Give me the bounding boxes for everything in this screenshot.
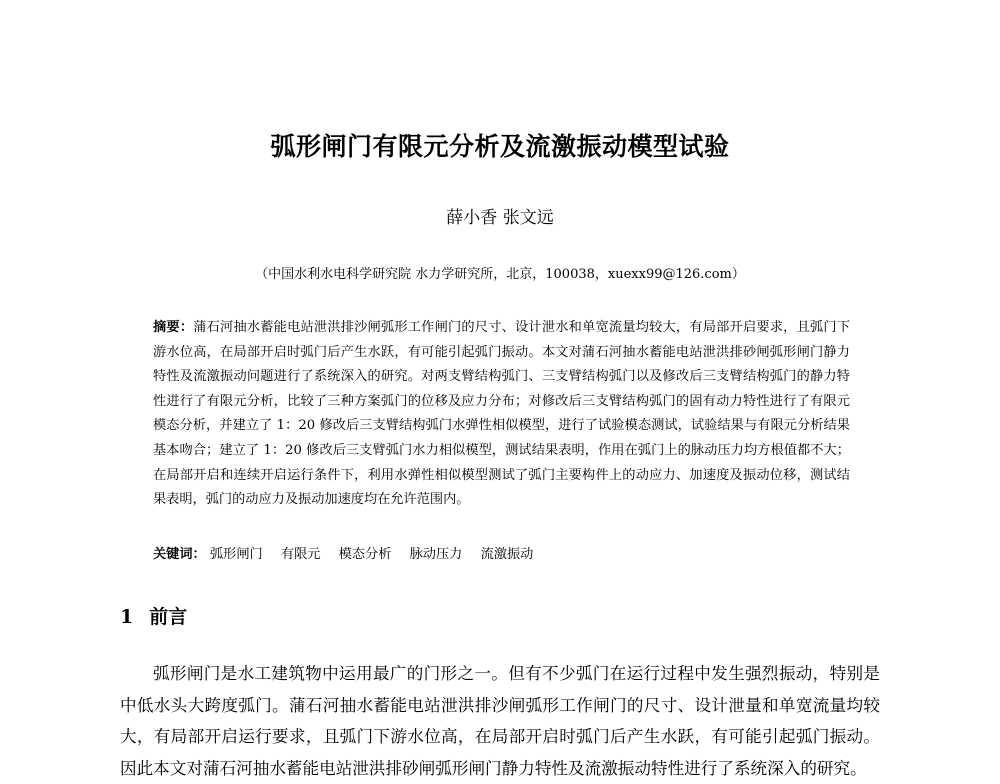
- authors: 薛小香 张文远: [446, 208, 554, 228]
- keywords: [153, 544, 850, 566]
- body-paragraph: 弧形闸门是水工建筑物中运用最广的门形之一。但有不少弧门在运行过程中发生强烈振动，特别是中低水头大跨度弧门。蒲石河抽水蓄能电站泄洪排沙闸弧形工作闸门的尺寸、设计泄量和单宽流量均较大，有局部开启运行要求，且弧门下游水位高，在局部开启时弧门后产生水跃，有可能引起弧门振动。因此本文对蒲石河抽水蓄能电站泄洪排砂闸弧形闸门静力特性及流激振动特性进行了系统深入的研究。: [120, 664, 880, 778]
- section-number: 1: [120, 606, 134, 628]
- section-heading: [120, 602, 187, 629]
- abstract: [153, 316, 850, 513]
- keywords-label: 关键词：: [153, 547, 206, 562]
- paper-title: 弧形闸门有限元分析及流激振动模型试验: [270, 132, 730, 161]
- abstract-text: 蒲石河抽水蓄能电站泄洪排沙闸弧形工作闸门的尺寸、设计泄水和单宽流量均较大，有局部开启要求，且弧门下游水位高，在局部开启时弧门后产生水跃，有可能引起弧门振动。本文对蒲石河抽水蓄能电站泄洪排砂闸弧形闸门静力特性及流激振动问题进行了系统深入的研究。对两支臂结构弧门、三支臂结构弧门以及修改后三支臂结构弧门的静力特性进行了有限元分析，比较了三种方案弧门的位移及应力分布；对修改后三支臂结构弧门的固有动力特性进行了有限元模态分析，并建立了 1：20 修改后三支臂结构弧门水弹性相似模型，进行了试验模态测试，试验结果与有限元分析结果基本吻合；建立了 1：20 修改后三支臂弧门水力相似模型，测试结果表明，作用在弧门上的脉动压力均方根值都不大；在局部开启和连续开启运行条件下，利用水弹性相似模型测试了弧门主要构件上的动应力、加速度及振动位移，测试结果表明，弧门的动应力及振动加速度均在允许范围内。: [153, 320, 851, 508]
- affiliation: （中国水利水电科学研究院 水力学研究所，北京，100038，xuexx99@126.com）: [255, 267, 745, 282]
- section-title: 前言: [149, 606, 188, 628]
- keyword: 流激振动: [480, 547, 534, 562]
- keyword: 有限元: [280, 547, 321, 562]
- abstract-label: 摘要：: [153, 320, 194, 335]
- keyword: 弧形闸门: [209, 547, 263, 562]
- keyword: 脉动压力: [409, 547, 463, 562]
- keyword: 模态分析: [338, 547, 392, 562]
